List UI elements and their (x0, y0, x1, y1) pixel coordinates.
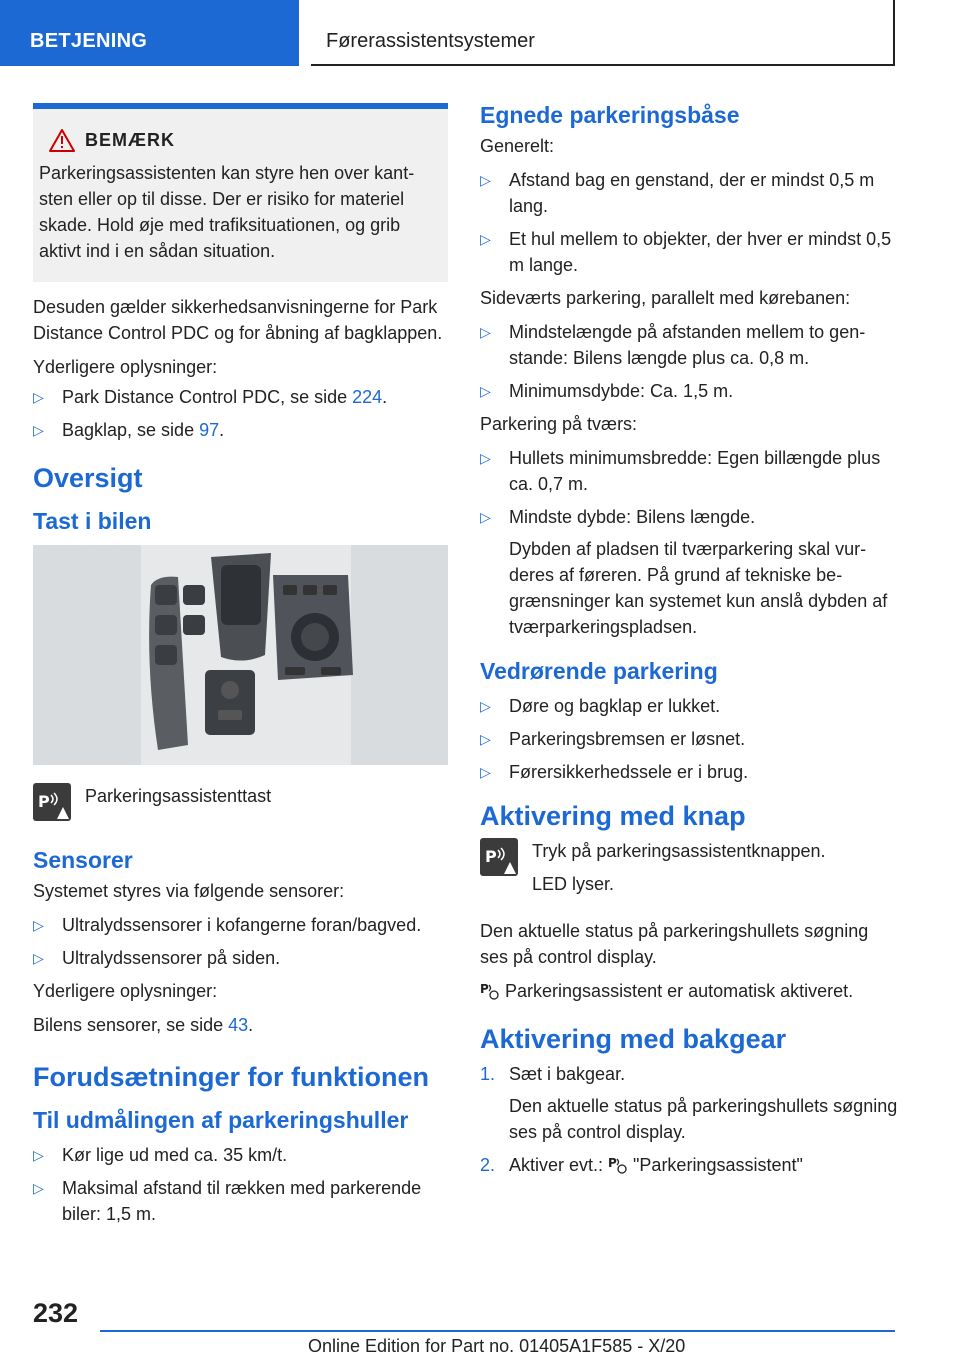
svg-text:P: P (485, 847, 497, 866)
right-column (480, 100, 900, 1185)
triangle-bullet-icon: ▷ (33, 422, 44, 438)
paragraph: P Parkeringsassistent er automatisk aktiveret. (480, 981, 854, 1001)
list-item: ▷ Mindstelængde på afstanden mellem to genstande: Bilens længde plus ca. 0,8 m. (480, 319, 900, 371)
list-item: ▷ Et hul mellem to objekter, der hver er mindst 0,5 m lange. (480, 226, 900, 278)
paragraph: Yderligere oplysninger: (33, 981, 218, 1001)
warning-note (33, 103, 448, 282)
note-text: Parkeringsassistenten kan styre hen over kantsten eller op til disse. Der er risiko for materiel skade. Hold øje med trafiksituationen, og grib aktivt ind i en sådan situation. (39, 163, 415, 261)
cross-parking-list (480, 445, 900, 640)
side-parking-list (480, 319, 900, 404)
heading-egnede: Egnede parkeringsbåse (480, 102, 740, 128)
sensor-list (33, 912, 448, 971)
heading-sensorer: Sensorer (33, 847, 133, 873)
svg-text:P: P (38, 792, 50, 811)
console-illustration (33, 545, 448, 765)
list-item: ▷ Afstand bag en genstand, der er mindst 0,5 m lang. (480, 167, 900, 219)
list-item: ▷ Døre og bagklap er lukket. (480, 693, 900, 719)
photo-caption (33, 783, 448, 821)
triangle-bullet-icon: ▷ (480, 764, 491, 780)
footer-divider (100, 1330, 895, 1332)
paragraph: Yderligere oplysninger: (33, 357, 218, 377)
paragraph: Systemet styres via følgende sensorer: (33, 881, 345, 901)
paragraph: Generelt: (480, 136, 555, 156)
triangle-bullet-icon: ▷ (480, 450, 491, 466)
instruction-text: LED lyser. (532, 874, 615, 894)
reference-list (33, 384, 448, 443)
list-item: ▷ Kør lige ud med ca. 35 km/t. (33, 1142, 448, 1168)
steps-list (480, 1061, 900, 1178)
list-item: ▷ Bagklap, se side 97. (33, 417, 448, 443)
parking-assistant-symbol-icon (608, 1154, 628, 1174)
parking-assistant-icon (33, 783, 71, 821)
triangle-bullet-icon: ▷ (480, 231, 491, 247)
triangle-bullet-icon: ▷ (33, 1147, 44, 1163)
heading-vedroerende: Vedrørende parkering (480, 658, 718, 684)
paragraph: Den aktuelle status på parkeringshullets søgning ses på control display. (480, 921, 869, 967)
page-link[interactable]: 43 (228, 1015, 249, 1035)
left-column (33, 100, 448, 1234)
edition-text: Online Edition for Part no. 01405A1F585 - X/20 (308, 1336, 686, 1356)
paragraph: Sideværts parkering, parallelt med kørebanen: (480, 288, 851, 308)
parking-assistant-icon (480, 838, 518, 876)
parking-conditions-list (480, 693, 900, 785)
paragraph: Parkering på tværs: (480, 414, 638, 434)
svg-text:P: P (608, 1156, 617, 1170)
caption-text: Parkeringsassistenttast (85, 786, 272, 806)
paragraph: Bilens sensorer, se side 43. (33, 1015, 254, 1035)
list-item: ▷ Minimumsdybde: Ca. 1,5 m. (480, 378, 900, 404)
triangle-bullet-icon: ▷ (33, 917, 44, 933)
note-title: BEMÆRK (85, 130, 175, 150)
list-item: ▷ Hullets minimumsbredde: Egen billængde plus ca. 0,7 m. (480, 445, 900, 497)
triangle-bullet-icon: ▷ (480, 509, 491, 525)
parking-assistant-symbol-icon (480, 980, 500, 1000)
heading-til-udmaalingen: Til udmålingen af parkeringshuller (33, 1107, 409, 1133)
heading-aktivering-bakgear: Aktivering med bakgear (480, 1024, 787, 1054)
heading-aktivering-knap: Aktivering med knap (480, 801, 746, 831)
heading-oversigt: Oversigt (33, 463, 143, 493)
list-item: ▷ Ultralydssensorer på siden. (33, 945, 448, 971)
triangle-bullet-icon: ▷ (33, 389, 44, 405)
triangle-bullet-icon: ▷ (480, 731, 491, 747)
list-item: ▷ Parkeringsbremsen er løsnet. (480, 726, 900, 752)
triangle-bullet-icon: ▷ (33, 1180, 44, 1196)
button-instruction (480, 838, 900, 904)
heading-tast: Tast i bilen (33, 508, 152, 534)
section-header: BETJENING (0, 0, 299, 66)
list-item: ▷ Mindste dybde: Bilens længde. Dybden af pladsen til tværparkering skal vurderes af føreren. På grund af tekniske begrænsninger kan systemet kun anslå dybden af tværparkeringspladsen. (480, 504, 900, 640)
list-item: ▷ Førersikkerhedssele er i brug. (480, 759, 900, 785)
list-item: ▷ Park Distance Control PDC, se side 224. (33, 384, 448, 410)
page-number: 232 (33, 1298, 79, 1328)
center-console-photo (33, 545, 448, 765)
list-item: 2. Aktiver evt.: P "Parkeringsassistent" (480, 1155, 803, 1175)
chapter-header: Førerassistentsystemer (311, 0, 895, 66)
triangle-bullet-icon: ▷ (480, 172, 491, 188)
list-item: ▷ Ultralydssensorer i kofangerne foran/bagved. (33, 912, 448, 938)
list-item: ▷ Maksimal afstand til rækken med parkerende biler: 1,5 m. (33, 1175, 448, 1227)
page-link[interactable]: 224 (352, 387, 383, 407)
page-link[interactable]: 97 (199, 420, 220, 440)
instruction-text: Tryk på parkeringsassistentknappen. (532, 841, 826, 861)
svg-text:P: P (480, 982, 489, 996)
triangle-bullet-icon: ▷ (480, 383, 491, 399)
triangle-bullet-icon: ▷ (480, 698, 491, 714)
conditions-list (33, 1142, 448, 1227)
heading-forudsaetninger: Forudsætninger for funktionen (33, 1062, 429, 1092)
triangle-bullet-icon: ▷ (33, 950, 44, 966)
triangle-bullet-icon: ▷ (480, 324, 491, 340)
general-list (480, 167, 900, 278)
list-item: 1. Sæt i bakgear. Den aktuelle status på parkeringshullets søgning ses på control display. (480, 1064, 898, 1142)
warning-triangle-icon (49, 129, 75, 152)
paragraph: Desuden gælder sikkerhedsanvisningerne for Park Distance Control PDC og for åbning af bagklappen. (33, 297, 443, 343)
